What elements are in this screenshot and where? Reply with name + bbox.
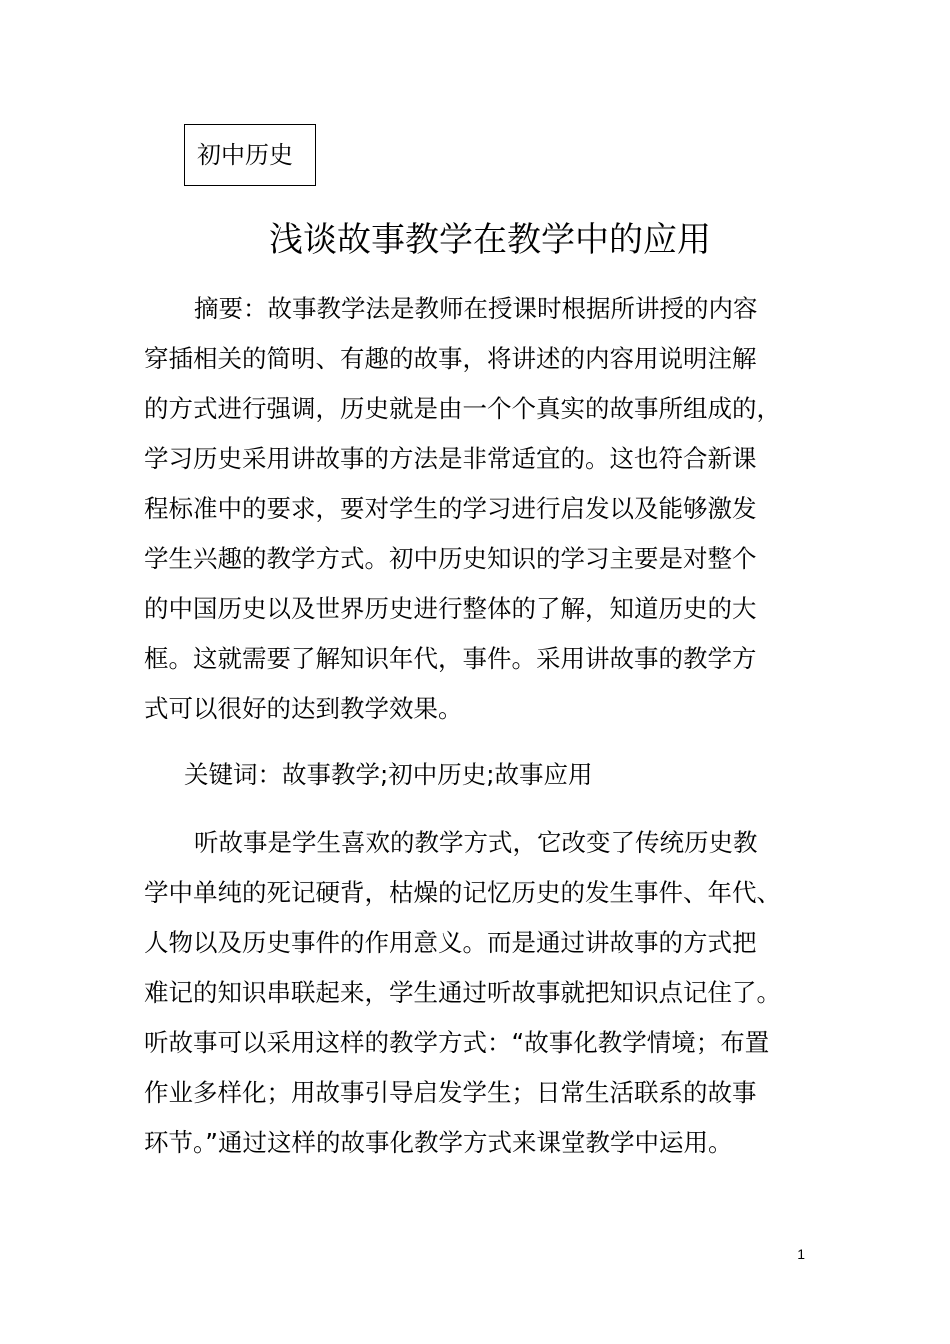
abstract-line: 式可以很好的达到教学效果。 <box>144 694 463 723</box>
abstract-line: 穿插相关的简明、有趣的故事，将讲述的内容用说明注解 <box>144 344 757 373</box>
abstract-line: 学生兴趣的教学方式。初中历史知识的学习主要是对整个 <box>144 544 757 573</box>
body-line: 环节。”通过这样的故事化教学方式来课堂教学中运用。 <box>144 1128 733 1157</box>
abstract-paragraph <box>144 284 834 734</box>
subject-label-box <box>184 124 316 186</box>
body-line: 学中单纯的死记硬背，枯燥的记忆历史的发生事件、年代、 <box>144 878 781 907</box>
body-paragraph <box>144 818 834 1168</box>
page-number: 1 <box>797 1246 805 1262</box>
subject-label: 初中历史 <box>197 141 293 169</box>
keywords-line <box>184 750 874 800</box>
abstract-line: 框。这就需要了解知识年代，事件。采用讲故事的教学方 <box>144 644 757 673</box>
abstract-line: 摘要：故事教学法是教师在授课时根据所讲授的内容 <box>194 294 758 323</box>
body-line: 难记的知识串联起来，学生通过听故事就把知识点记住了。 <box>144 978 781 1007</box>
body-line: 作业多样化；用故事引导启发学生；日常生活联系的故事 <box>144 1078 757 1107</box>
body-line: 听故事可以采用这样的教学方式：“故事化教学情境；布置 <box>144 1028 770 1057</box>
body-line: 听故事是学生喜欢的教学方式，它改变了传统历史教 <box>194 828 758 857</box>
abstract-line: 的中国历史以及世界历史进行整体的了解，知道历史的大 <box>144 594 757 623</box>
abstract-line: 学习历史采用讲故事的方法是非常适宜的。这也符合新课 <box>144 444 757 473</box>
abstract-line: 的方式进行强调，历史就是由一个个真实的故事所组成的， <box>144 394 781 423</box>
keywords-text: 关键词：故事教学;初中历史;故事应用 <box>184 760 593 789</box>
abstract-line: 程标准中的要求，要对学生的学习进行启发以及能够激发 <box>144 494 757 523</box>
body-line: 人物以及历史事件的作用意义。而是通过讲故事的方式把 <box>144 928 757 957</box>
document-title: 浅谈故事教学在教学中的应用 <box>269 220 711 260</box>
